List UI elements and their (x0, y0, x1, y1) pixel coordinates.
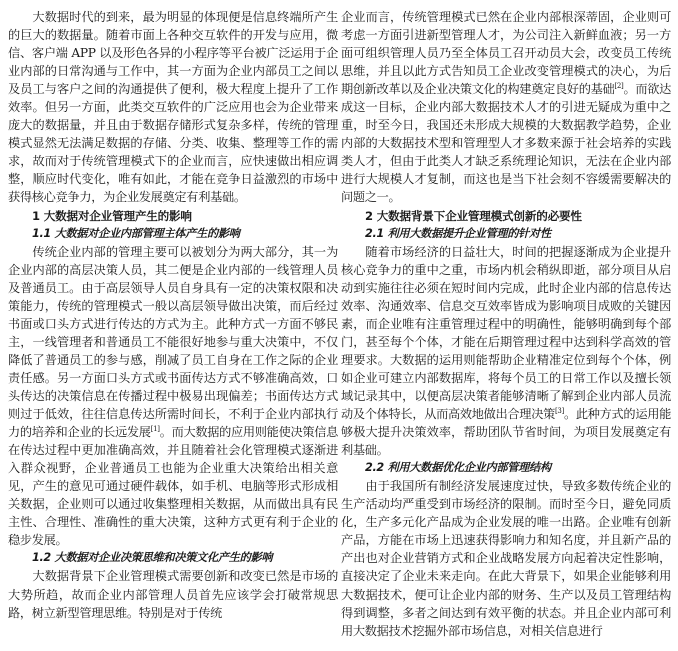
section-2-2-heading: 2.2 利用大数据优化企业内部管理结构 (365, 461, 551, 475)
right-column (341, 8, 671, 640)
continued-text-b: 。而欲达成这一目标，企业内部大数据技术人才的引进无疑成为重中之重，时至今日，我国还未形成大规模的大数据教学趋势，企业内部的大数据技术型和管理型人才多数来源于社会培养的实践类人才，但由于此类人才缺乏系统理论知识，无法在企业内部进行大规模人才复制，而这也是当下社会刻不容缓需要解决的问题之一。 (341, 82, 671, 205)
continued-text-a: 企业而言，传统管理模式已然在企业内部根深蒂固，企业则可考虑一方面引进新型管理人才，为公司注入新鲜血液；另一方面可组织管理人员乃至全体员工召开动员大会，改变员工传统思维，并且以此方式告知员工企业改变管理模式的决心，为后期创新改革以及企业决策文化的构建奠定良好的基础 (341, 10, 671, 97)
intro-paragraph: 大数据时代的到来，最为明显的体现便是信息终端所产生的巨大的数据量。随着市面上各种交互软件的开发与应用，微信、客户端 APP 以及形色各异的小程序等平台被广泛运用于企业内部的日常沟通与工作中，其一方面为企业内部员工之间以及员工与客户之间的沟通提供了便利，极大程度上提升了工作效率。但另一方面，此类交互软件的广泛应用也会为企业带来庞大的数据量，并且由于数据存储形式复杂多样，传统的管理模式显然无法满足数据的存储、分类、收集、整理等工作的需求，故而对于传统管理模式下的企业而言，应快速做出相应调整，顺应时代变化，唯有如此，才能在竞争日益激烈的市场中获得核心竞争力，为企业发展奠定有利基础。 (8, 10, 338, 205)
continued-paragraph (341, 8, 671, 207)
section-1-2-heading: 1.2 大数据对企业决策思维和决策文化产生的影响 (32, 551, 273, 565)
section-2-1-text-b: 。此种方式的运用能够极大提升决策效率，帮助团队节省时间，为项目发展奠定有利基础。 (341, 407, 671, 458)
section-1-1-paragraph (8, 243, 338, 550)
section-1-heading: 1 大数据对企业管理产生的影响 (32, 208, 192, 223)
section-1-1-heading: 1.1 大数据对企业内部管理主体产生的影响 (32, 226, 240, 240)
section-1-1-text-a: 传统企业内部的管理主要可以被划分为两大部分，其一为企业内部的高层决策人员，其二便是企业内部的一线管理人员及普通员工。由于高层领导人员自身具有一定的决策权限和决策能力，传统的管理模式一般以高层领导做出决策，而后经过书面或口头方式进行传达的方式为主。此种方式一方面不够民主，一线管理者和普通员工不能很好地参与重大决策中，不仅降低了普通员工的参与感，削减了员工自身在工作之际的企业责任感。另一方面口头方式或书面传达方式不够准确高效，口头传达的决策信息在传播过程中极易出现偏差；书面传达方式则过于低效，往往信息传达所需时间长，不利于企业内部执行力的培养和企业的长远发展 (8, 244, 338, 440)
section-2-1-text-a: 随着市场经济的日益壮大，时间的把握逐渐成为企业提升核心竞争力的重中之重，市场内机会稍纵即逝，部分项目从启动到实施往往必须在短时间内完成，此时企业内部的信息传达效率、沟通效率、信息交互效率皆成为影响项目成败的关键因素，而企业唯有注重管理过程中的明确性，能够明确到每个部门，甚至每个个体，才能在后期管理过程中达到科学高效的管理要求。大数据的运用则能帮助企业精准定位到每个个体，例如企业可建立内部数据库，将每个员工的日常工作以及擅长领域记录其中，以便高层决策者能够清晰了解到企业内部人员流动及个体特长，从而高效地做出合理决策 (341, 244, 671, 422)
citation-3: [3] (554, 406, 564, 415)
section-2-heading: 2 大数据背景下企业管理模式创新的必要性 (365, 208, 582, 223)
section-1-2-paragraph: 大数据背景下企业管理模式需要创新和改变已然是市场的大势所趋，故而企业内部管理人员首先应该学会打破常规思路，树立新型管理思维。特别是对于传统 (8, 569, 338, 620)
citation-1: [1] (150, 425, 160, 434)
section-2-1-heading: 2.1 利用大数据提升企业管理的针对性 (365, 226, 551, 240)
citation-2: [2] (614, 82, 624, 91)
section-1-1-text-b: 。而大数据的应用则能使决策信息在传达过程中更加准确高效，并且随着社会化管理模式逐渐进入群众视野，企业普通员工也能为企业重大决策给出相关意见，产生的意见可通过硬件载体，如手机、电脑等形式形成相关数据，企业则可以通过收集整理相关数据，从而做出具有民主性、合理性、准确性的重大决策，这种方式更有利于企业的稳步发展。 (8, 425, 339, 548)
section-2-1-paragraph (341, 243, 671, 460)
left-column (8, 8, 338, 622)
section-2-2-paragraph: 由于我国所有制经济发展速度过快，导致多数传统企业的生产活动均严重受到市场经济的限制。而时至今日，避免同质化，生产多元化产品成为企业发展的唯一出路。企业唯有创新产品，方能在市场上迅速获得影响力和知名度，并且新产品的产出也对企业营销方式和企业战略发展方向起着决定性影响，直接决定了企业未来走向。在此大背景下，如果企业能够利用大数据技术，便可让企业内部的财务、生产以及员工管理结构得到调整，多者之间达到有效平衡的状态。并且企业内部可利用大数据技术挖掘外部市场信息，对相关信息进行 (341, 479, 671, 638)
